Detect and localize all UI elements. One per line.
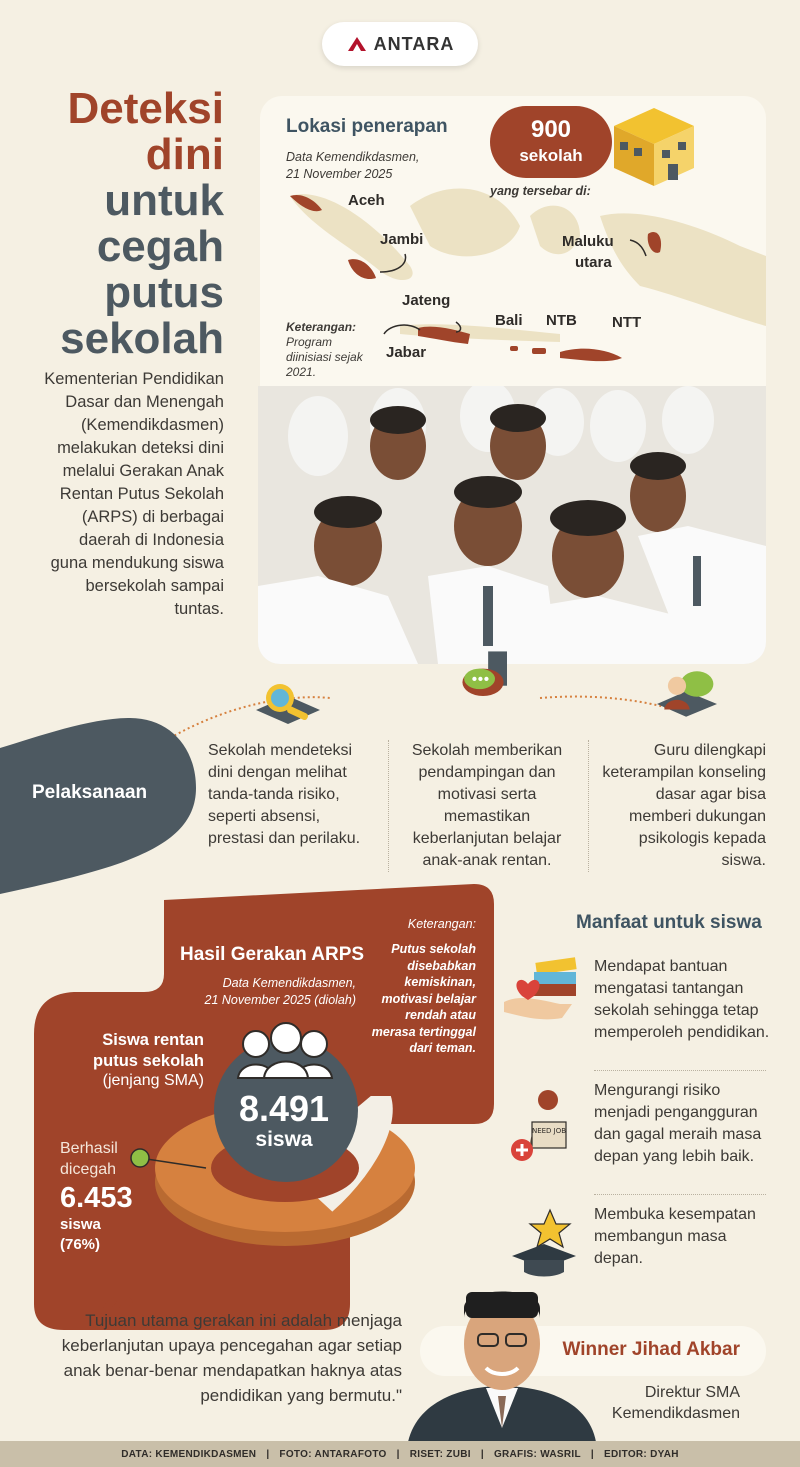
hasil-source-line: 21 November 2025 (diolah) bbox=[204, 993, 356, 1007]
map-source-line: Data Kemendikdasmen, bbox=[286, 150, 420, 164]
graduation-star-icon bbox=[508, 1206, 584, 1280]
credit-research: RISET: ZUBI bbox=[409, 1448, 471, 1460]
map-title: Lokasi penerapan bbox=[286, 116, 448, 137]
credit-editor: EDITOR: DYAH bbox=[604, 1448, 679, 1460]
pelaksanaan-step-2: Sekolah memberikan pendampingan dan motivasi serta memastikan keberlanjutan belajar anak-anak rentan. bbox=[411, 742, 563, 869]
person-name: Winner Jihad Akbar bbox=[562, 1339, 740, 1360]
map-label-ntt: NTT bbox=[612, 314, 642, 331]
manfaat-title: Manfaat untuk siswa bbox=[576, 912, 762, 933]
map-note bbox=[286, 320, 376, 380]
map-source-line: 21 November 2025 bbox=[286, 167, 393, 181]
title-line: dini bbox=[145, 130, 224, 179]
map-label-jambi: Jambi bbox=[380, 231, 424, 248]
students-illustration bbox=[258, 386, 766, 664]
magnifier-icon bbox=[250, 676, 324, 736]
pelaksanaan-shape bbox=[0, 718, 196, 894]
antara-logo bbox=[322, 22, 478, 66]
total-number: 8.491 bbox=[238, 1088, 330, 1129]
quote-text: Tujuan utama gerakan ini adalah menjaga keberlanjutan upaya pencegahan agar setiap anak benar-benar mendapatkan haknya atas pendidikan yang bermutu." bbox=[61, 1311, 402, 1405]
map-note-head: Keterangan: bbox=[286, 320, 357, 334]
counselor-icon bbox=[650, 664, 724, 724]
hasil-title: Hasil Gerakan ARPS bbox=[180, 944, 365, 965]
credit-photo: FOTO: ANTARAFOTO bbox=[279, 1448, 387, 1460]
credit-separator: | bbox=[590, 1448, 595, 1460]
title-line: Deteksi bbox=[67, 84, 224, 133]
school-building-icon bbox=[608, 102, 700, 188]
title-line: sekolah bbox=[60, 314, 224, 363]
map-label-ntb: NTB bbox=[546, 312, 577, 329]
page-title bbox=[40, 86, 224, 362]
person-role: Direktur SMA Kemendikdasmen bbox=[611, 1384, 740, 1422]
title-line: cegah bbox=[96, 222, 224, 271]
rentan-sublabel: (jenjang SMA) bbox=[102, 1072, 204, 1089]
region-ntt-shape bbox=[560, 349, 622, 362]
pelaksanaan-label: Pelaksanaan bbox=[32, 782, 148, 803]
prevented-unit: siswa bbox=[60, 1216, 101, 1233]
prevented-percent: (76%) bbox=[60, 1236, 101, 1253]
credit-separator: | bbox=[480, 1448, 484, 1460]
prevented-label: Berhasil dicegah bbox=[60, 1140, 118, 1178]
title-line: untuk bbox=[104, 176, 224, 225]
intro-paragraph: Kementerian Pendidikan Dasar dan Menengah (Kemendikdasmen) melakukan deteksi dini melalui Gerakan Anak Rentan Putus Sekolah (ARPS) di berbagai daerah di Indonesia guna mendukung siswa bersekolah sampai tuntas. bbox=[44, 370, 224, 618]
hasil-note-head: Keterangan: bbox=[407, 917, 476, 931]
pelaksanaan-step-1: Sekolah mendeteksi dini dengan melihat tanda-tanda risiko, seperti absensi, prestasi dan perilaku. bbox=[208, 742, 361, 847]
need-job-icon bbox=[508, 1086, 584, 1170]
chat-book-icon bbox=[452, 648, 526, 708]
manfaat-item-1: Mendapat bantuan mengatasi tantangan sekolah sehingga tetap memperoleh pendidikan. bbox=[594, 958, 770, 1041]
map-label-jabar: Jabar bbox=[386, 344, 427, 361]
manfaat-item-3: Membuka kesempatan membangun masa depan. bbox=[594, 1206, 756, 1267]
students-photo bbox=[258, 386, 766, 664]
manfaat-divider bbox=[594, 1194, 766, 1195]
rentan-label: Siswa rentan putus sekolah bbox=[93, 1031, 204, 1070]
map-label-maluku: Maluku bbox=[562, 233, 614, 250]
spread-text: yang tersebar di: bbox=[490, 184, 591, 198]
hasil-source-line: Data Kemendikdasmen, bbox=[222, 976, 356, 990]
map-note-body: Program diinisiasi sejak 2021. bbox=[286, 335, 363, 379]
map-label-utara: utara bbox=[575, 254, 612, 271]
books-hand-icon bbox=[500, 954, 584, 1026]
school-count-number: 900 bbox=[530, 116, 572, 143]
map-label-aceh: Aceh bbox=[348, 192, 385, 209]
quote-mark-icon: “ bbox=[96, 1283, 138, 1368]
map-source bbox=[286, 149, 466, 183]
hasil-source bbox=[180, 975, 356, 1009]
step-divider bbox=[388, 740, 389, 872]
step-divider bbox=[588, 740, 589, 872]
map-label-jateng: Jateng bbox=[402, 292, 451, 309]
credit-separator: | bbox=[266, 1448, 270, 1460]
need-job-sign-text: NEED JOB bbox=[531, 1127, 567, 1135]
region-bali-shape bbox=[510, 346, 518, 351]
total-unit: siswa bbox=[255, 1128, 313, 1151]
hasil-note-body: Putus sekolah disebabkan kemiskinan, motivasi belajar rendah atau merasa tertinggal dari teman. bbox=[371, 942, 476, 1055]
manfaat-item-2: Mengurangi risiko menjadi pengangguran dan gagal meraih masa depan yang lebih baik. bbox=[594, 1082, 762, 1165]
credits-footer bbox=[0, 1441, 800, 1467]
prevented-number: 6.453 bbox=[60, 1182, 133, 1214]
map-label-bali: Bali bbox=[495, 312, 523, 329]
manfaat-divider bbox=[594, 1070, 766, 1071]
region-ntb-shape bbox=[532, 348, 546, 354]
credit-graphics: GRAFIS: WASRIL bbox=[493, 1448, 581, 1460]
credit-data: DATA: KEMENDIKDASMEN bbox=[121, 1448, 257, 1460]
title-line: putus bbox=[104, 268, 224, 317]
antara-logo-icon bbox=[346, 35, 368, 53]
credit-separator: | bbox=[396, 1448, 400, 1460]
logo-text: ANTARA bbox=[373, 33, 455, 54]
school-count-unit: sekolah bbox=[519, 146, 583, 165]
school-count-badge bbox=[490, 106, 612, 178]
pelaksanaan-step-3: Guru dilengkapi keterampilan konseling dasar agar bisa memberi dukungan psikologis kepada siswa. bbox=[602, 742, 766, 869]
